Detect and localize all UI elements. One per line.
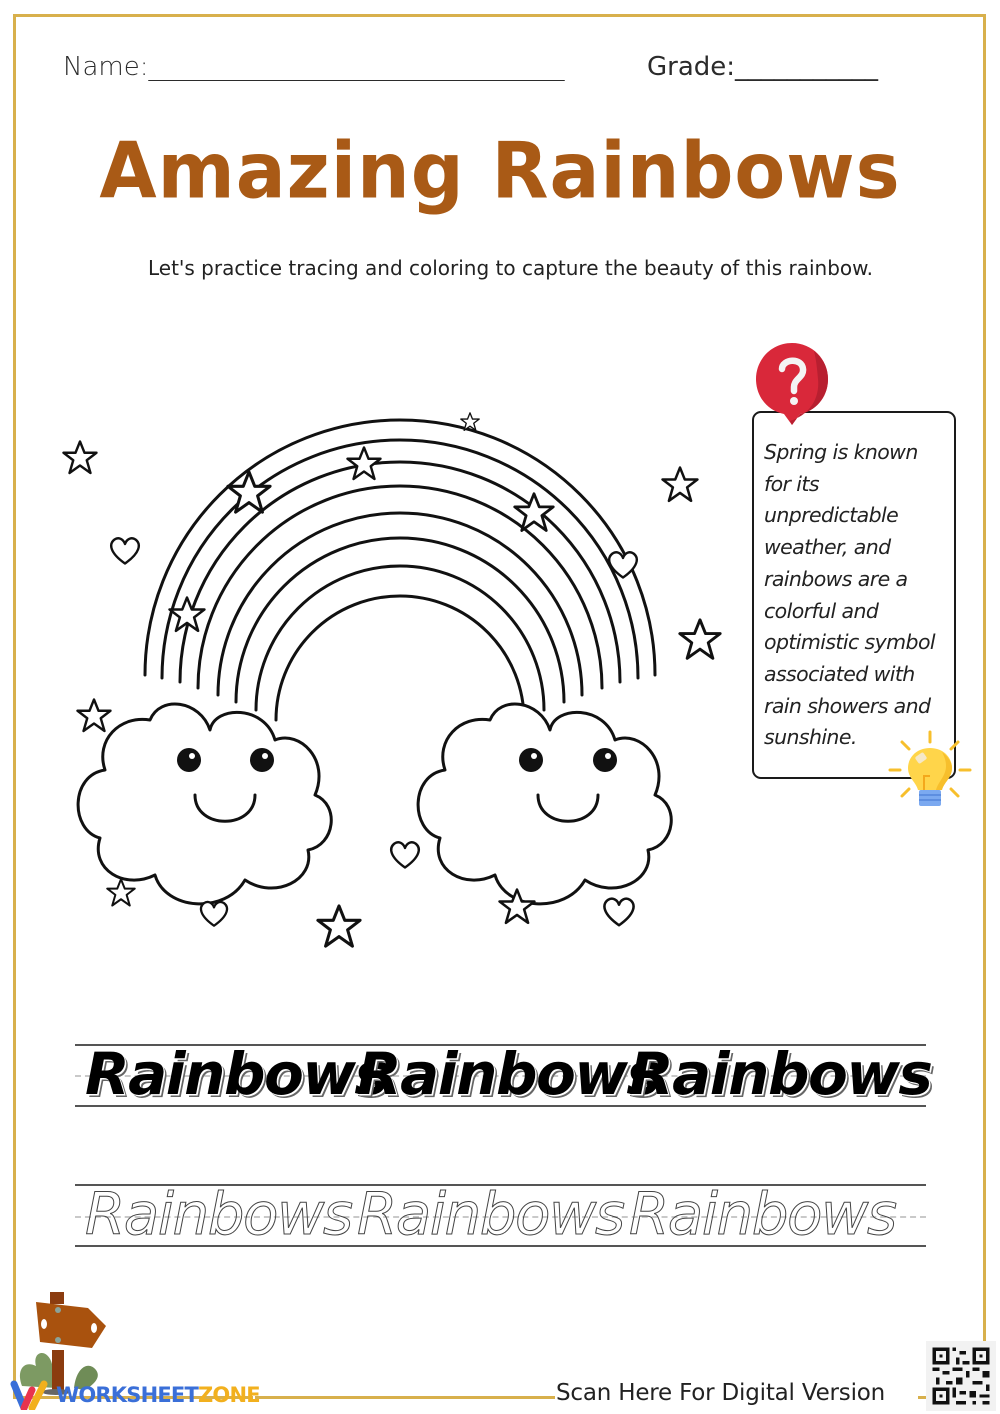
fact-line: colorful and [764,598,879,623]
trace-word-dotted[interactable]: Rainbows [357,1180,624,1248]
logo-text-part1: WORKSHEET [56,1383,198,1407]
trace-word: Rainbows [357,1040,660,1108]
left-cloud [78,704,331,904]
name-label: Name:________________________________ [63,52,565,82]
trace-word: Rainbows [85,1040,388,1108]
name-field[interactable] [63,52,564,82]
trace-word-dotted[interactable]: Rainbows [629,1180,896,1248]
fact-line: for its [764,471,819,496]
fact-line: optimistic symbol [764,630,935,655]
fact-line: associated with [764,661,915,686]
grade-field[interactable] [647,52,878,82]
fact-line: unpredictable [764,503,899,528]
lightbulb-icon [886,730,974,814]
fact-line: weather, and [764,535,891,560]
logo-mark-icon [10,1380,54,1410]
fact-box [752,411,956,779]
fact-line: rain showers and [764,693,931,718]
page-border-bottom [255,1396,555,1399]
fact-text [764,437,954,754]
tracing-practice-dotted[interactable] [75,1180,926,1250]
tracing-practice-solid [75,1040,932,1110]
fact-line: sunshine. [764,725,857,750]
trace-word: Rainbows [629,1040,932,1108]
rainbow-arcs [145,420,655,720]
scan-caption: Scan Here For Digital Version [556,1380,886,1406]
fact-line: rainbows are a [764,566,908,591]
fact-line: Spring is known [764,440,918,464]
page-title: Amazing Rainbows [99,125,901,217]
worksheetzone-logo[interactable] [10,1377,260,1413]
logo-text-part2: ZONE [197,1383,260,1407]
logo-text [56,1383,260,1407]
question-mark-icon [754,341,830,427]
rainbow-illustration [50,410,730,960]
trace-word-dotted[interactable]: Rainbows [85,1180,352,1248]
grade-label: Grade:___________ [647,52,879,82]
right-cloud [418,704,671,904]
qr-code[interactable] [926,1341,996,1411]
instructions: Let's practice tracing and coloring to capture the beauty of this rainbow. [147,256,874,280]
